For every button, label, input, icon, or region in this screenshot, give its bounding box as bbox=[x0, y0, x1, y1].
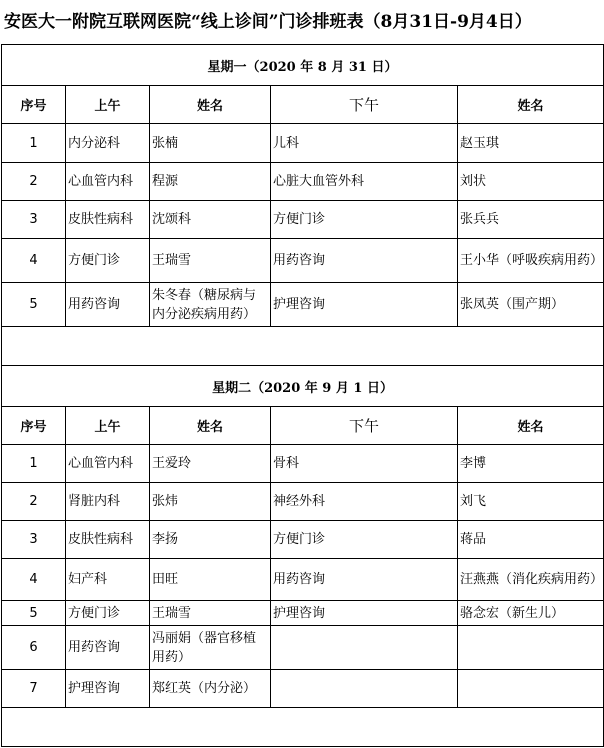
pm-department: 用药咨询 bbox=[271, 559, 458, 601]
pm-doctor: 汪燕燕（消化疾病用药） bbox=[458, 559, 604, 601]
table-row bbox=[2, 670, 604, 708]
am-department: 用药咨询 bbox=[66, 283, 150, 327]
am-doctor: 王瑞雪 bbox=[150, 601, 271, 626]
am-doctor: 王爱玲 bbox=[150, 445, 271, 483]
table-row bbox=[2, 601, 604, 626]
day-heading-row bbox=[2, 45, 604, 86]
table-row bbox=[2, 201, 604, 239]
header-name-pm: 姓名 bbox=[458, 407, 604, 445]
am-doctor: 郑红英（内分泌） bbox=[150, 670, 271, 708]
pm-doctor: 李博 bbox=[458, 445, 604, 483]
am-doctor: 张炜 bbox=[150, 483, 271, 521]
pm-department bbox=[271, 670, 458, 708]
pm-department: 护理咨询 bbox=[271, 283, 458, 327]
table-row bbox=[2, 124, 604, 163]
am-department: 方便门诊 bbox=[66, 239, 150, 283]
column-header-row bbox=[2, 86, 604, 124]
pm-doctor: 刘飞 bbox=[458, 483, 604, 521]
pm-department: 骨科 bbox=[271, 445, 458, 483]
header-afternoon: 下午 bbox=[271, 86, 458, 124]
table-row bbox=[2, 445, 604, 483]
row-seq: 4 bbox=[2, 239, 66, 283]
am-doctor: 王瑞雪 bbox=[150, 239, 271, 283]
pm-doctor: 张凤英（围产期） bbox=[458, 283, 604, 327]
pm-doctor bbox=[458, 626, 604, 670]
am-department: 心血管内科 bbox=[66, 163, 150, 201]
day-heading: 星期一（2020 年 8 月 31 日） bbox=[2, 45, 604, 86]
am-doctor: 张楠 bbox=[150, 124, 271, 163]
spacer-row bbox=[2, 327, 604, 366]
spacer-row bbox=[2, 708, 604, 747]
row-seq: 2 bbox=[2, 483, 66, 521]
row-seq: 3 bbox=[2, 521, 66, 559]
pm-doctor: 赵玉琪 bbox=[458, 124, 604, 163]
header-afternoon: 下午 bbox=[271, 407, 458, 445]
row-seq: 7 bbox=[2, 670, 66, 708]
day-heading-row bbox=[2, 366, 604, 407]
am-doctor: 冯丽娟（器官移植用药） bbox=[150, 626, 271, 670]
row-seq: 5 bbox=[2, 283, 66, 327]
pm-department: 方便门诊 bbox=[271, 201, 458, 239]
empty-cell bbox=[2, 708, 604, 747]
header-name: 姓名 bbox=[150, 407, 271, 445]
am-department: 护理咨询 bbox=[66, 670, 150, 708]
table-row bbox=[2, 626, 604, 670]
schedule-table bbox=[1, 44, 604, 747]
am-department: 妇产科 bbox=[66, 559, 150, 601]
am-doctor: 李扬 bbox=[150, 521, 271, 559]
row-seq: 5 bbox=[2, 601, 66, 626]
pm-department: 儿科 bbox=[271, 124, 458, 163]
table-row bbox=[2, 283, 604, 327]
pm-doctor: 骆念宏（新生儿） bbox=[458, 601, 604, 626]
pm-doctor bbox=[458, 670, 604, 708]
pm-department: 方便门诊 bbox=[271, 521, 458, 559]
table-row bbox=[2, 483, 604, 521]
day-heading: 星期二（2020 年 9 月 1 日） bbox=[2, 366, 604, 407]
header-name: 姓名 bbox=[150, 86, 271, 124]
header-morning: 上午 bbox=[66, 407, 150, 445]
am-department: 心血管内科 bbox=[66, 445, 150, 483]
row-seq: 1 bbox=[2, 124, 66, 163]
table-row bbox=[2, 521, 604, 559]
page-title: 安医大一附院互联网医院“线上诊间”门诊排班表（8月31日-9月4日） bbox=[4, 12, 532, 32]
am-department: 内分泌科 bbox=[66, 124, 150, 163]
empty-cell bbox=[2, 327, 604, 366]
am-doctor: 田旺 bbox=[150, 559, 271, 601]
pm-doctor: 王小华（呼吸疾病用药） bbox=[458, 239, 604, 283]
am-department: 皮肤性病科 bbox=[66, 201, 150, 239]
pm-department: 神经外科 bbox=[271, 483, 458, 521]
pm-doctor: 蒋品 bbox=[458, 521, 604, 559]
pm-department: 用药咨询 bbox=[271, 239, 458, 283]
column-header-row bbox=[2, 407, 604, 445]
am-doctor: 朱冬春（糖尿病与内分泌疾病用药） bbox=[150, 283, 271, 327]
header-seq: 序号 bbox=[2, 86, 66, 124]
am-department: 用药咨询 bbox=[66, 626, 150, 670]
am-doctor: 程源 bbox=[150, 163, 271, 201]
row-seq: 6 bbox=[2, 626, 66, 670]
header-morning: 上午 bbox=[66, 86, 150, 124]
am-department: 方便门诊 bbox=[66, 601, 150, 626]
header-seq: 序号 bbox=[2, 407, 66, 445]
pm-doctor: 刘状 bbox=[458, 163, 604, 201]
table-row bbox=[2, 163, 604, 201]
row-seq: 3 bbox=[2, 201, 66, 239]
pm-department: 心脏大血管外科 bbox=[271, 163, 458, 201]
am-doctor: 沈颂科 bbox=[150, 201, 271, 239]
header-name-pm: 姓名 bbox=[458, 86, 604, 124]
am-department: 肾脏内科 bbox=[66, 483, 150, 521]
table-row bbox=[2, 559, 604, 601]
pm-doctor: 张兵兵 bbox=[458, 201, 604, 239]
row-seq: 1 bbox=[2, 445, 66, 483]
row-seq: 4 bbox=[2, 559, 66, 601]
pm-department: 护理咨询 bbox=[271, 601, 458, 626]
am-department: 皮肤性病科 bbox=[66, 521, 150, 559]
row-seq: 2 bbox=[2, 163, 66, 201]
pm-department bbox=[271, 626, 458, 670]
table-row bbox=[2, 239, 604, 283]
